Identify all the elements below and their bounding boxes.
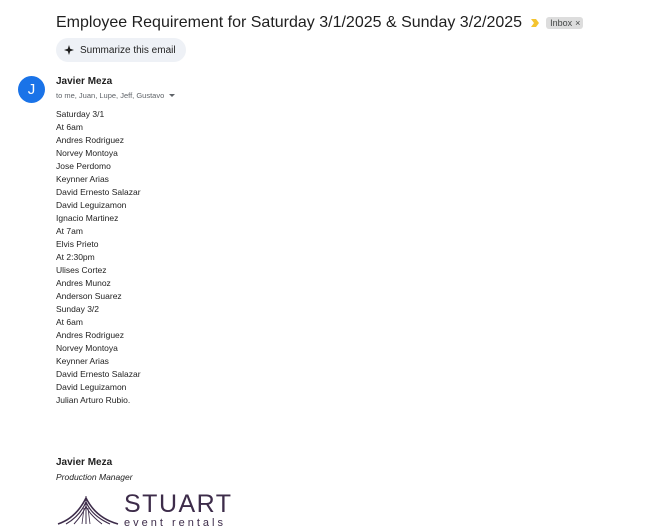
body-line: Keynner Arias [56, 174, 109, 184]
body-line: Jose Perdomo [56, 161, 111, 171]
body-line: Andres Rodriguez [56, 135, 125, 145]
summarize-label: Summarize this email [80, 44, 176, 56]
body-line: Ulises Cortez [56, 265, 107, 275]
body-line: Andres Munoz [56, 278, 111, 288]
sparkle-icon [64, 45, 74, 55]
body-line: Ignacio Martinez [56, 213, 119, 223]
body-line: Elvis Prieto [56, 239, 99, 249]
email-body [56, 108, 141, 407]
body-line: Saturday 3/1 [56, 109, 105, 119]
body-line: Norvey Montoya [56, 343, 118, 353]
chevron-down-icon[interactable] [169, 94, 175, 97]
logo-wordmark: STUART [124, 490, 233, 518]
body-line: Julian Arturo Rubio. [56, 395, 131, 405]
remove-label-icon[interactable]: × [575, 18, 581, 28]
body-line: David Leguizamon [56, 200, 127, 210]
sender-avatar[interactable]: J [18, 76, 45, 103]
sender-name[interactable]: Javier Meza [56, 76, 113, 87]
signature-name: Javier Meza [56, 457, 113, 468]
company-logo [56, 490, 233, 526]
body-line: David Leguizamon [56, 382, 127, 392]
body-line: Andres Rodriguez [56, 330, 125, 340]
logo-subtext: event rentals [124, 517, 226, 526]
body-line: Keynner Arias [56, 356, 109, 366]
body-line: Sunday 3/2 [56, 304, 100, 314]
inbox-label-text: Inbox [550, 18, 573, 28]
recipients-details[interactable] [56, 91, 175, 100]
tent-logo-icon [56, 490, 120, 526]
body-line: At 7am [56, 226, 83, 236]
body-line: Anderson Suarez [56, 291, 122, 301]
importance-marker-icon[interactable] [530, 18, 540, 28]
signature-title: Production Manager [56, 472, 133, 482]
body-line: At 6am [56, 122, 83, 132]
email-subject-row [56, 14, 583, 32]
body-line: At 6am [56, 317, 83, 327]
email-subject: Employee Requirement for Saturday 3/1/2025 & Sunday 3/2/2025 [56, 14, 523, 31]
body-line: David Ernesto Salazar [56, 187, 141, 197]
summarize-email-button[interactable] [56, 38, 186, 62]
body-line: Norvey Montoya [56, 148, 118, 158]
recipients-text: to me, Juan, Lupe, Jeff, Gustavo [56, 91, 165, 100]
inbox-label-chip[interactable] [546, 17, 583, 29]
body-line: At 2:30pm [56, 252, 95, 262]
body-line: David Ernesto Salazar [56, 369, 141, 379]
